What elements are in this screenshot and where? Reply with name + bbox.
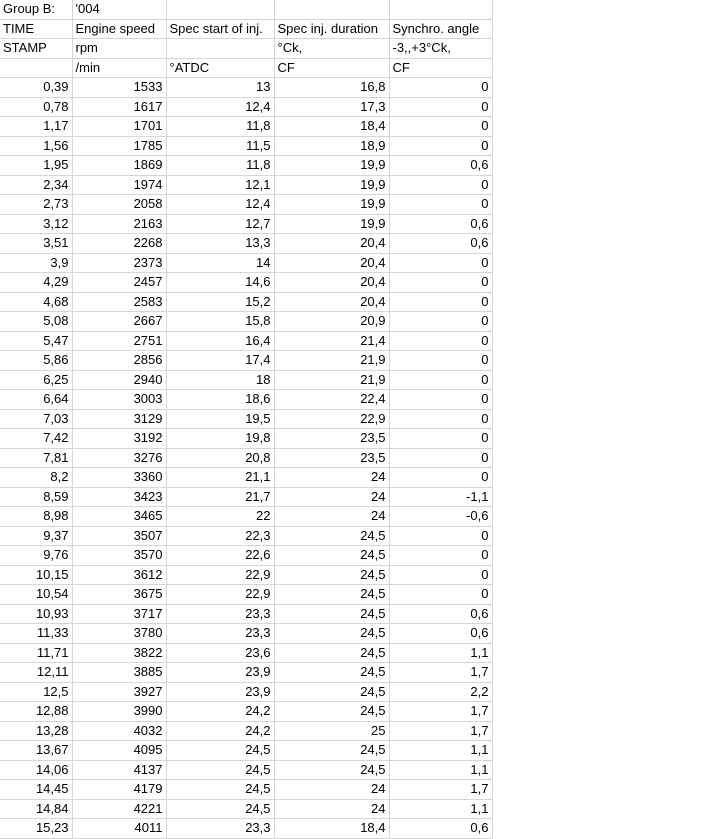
data-cell[interactable]: 3675 — [72, 585, 166, 605]
data-cell[interactable]: 13 — [166, 78, 274, 98]
data-cell[interactable]: 0 — [389, 409, 492, 429]
table-row — [0, 643, 492, 663]
data-cell[interactable]: 23,3 — [166, 624, 274, 644]
data-cell[interactable]: 2856 — [72, 351, 166, 371]
data-cell[interactable]: 24,5 — [166, 741, 274, 761]
data-cell[interactable]: 0 — [389, 331, 492, 351]
data-cell[interactable]: 0,6 — [389, 624, 492, 644]
data-cell[interactable]: 21,9 — [274, 351, 389, 371]
header-cell[interactable]: CF — [389, 58, 492, 78]
data-cell[interactable]: 2457 — [72, 273, 166, 293]
data-cell[interactable]: 3927 — [72, 682, 166, 702]
table-row — [0, 799, 492, 819]
data-cell[interactable]: 9,37 — [0, 526, 72, 546]
data-cell[interactable]: 0,39 — [0, 78, 72, 98]
data-cell[interactable]: 0 — [389, 253, 492, 273]
data-cell[interactable]: 0,6 — [389, 156, 492, 176]
header-cell[interactable]: '004 — [72, 0, 166, 19]
data-cell[interactable]: 1533 — [72, 78, 166, 98]
data-cell[interactable]: 1,1 — [389, 760, 492, 780]
data-cell[interactable]: 5,86 — [0, 351, 72, 371]
data-cell[interactable]: 3780 — [72, 624, 166, 644]
data-cell[interactable]: 7,03 — [0, 409, 72, 429]
data-cell[interactable]: 0 — [389, 468, 492, 488]
data-cell[interactable]: 2268 — [72, 234, 166, 254]
data-cell[interactable]: 3423 — [72, 487, 166, 507]
table-row — [0, 78, 492, 98]
table-row — [0, 819, 492, 839]
data-cell[interactable]: 24 — [274, 487, 389, 507]
header-cell[interactable]: Spec inj. duration — [274, 19, 389, 39]
data-cell[interactable]: 3360 — [72, 468, 166, 488]
data-cell[interactable]: 24 — [274, 780, 389, 800]
header-row — [0, 39, 492, 59]
data-cell[interactable]: 15,8 — [166, 312, 274, 332]
data-cell[interactable]: 0 — [389, 390, 492, 410]
data-cell[interactable]: 0 — [389, 117, 492, 137]
data-cell[interactable]: 17,3 — [274, 97, 389, 117]
data-cell[interactable]: 19,9 — [274, 214, 389, 234]
data-cell[interactable]: 1785 — [72, 136, 166, 156]
table-row — [0, 624, 492, 644]
data-cell[interactable]: 20,4 — [274, 234, 389, 254]
data-cell[interactable]: 1,1 — [389, 799, 492, 819]
data-cell[interactable]: 23,6 — [166, 643, 274, 663]
data-cell[interactable]: 20,4 — [274, 253, 389, 273]
header-cell[interactable]: Engine speed — [72, 19, 166, 39]
data-cell[interactable]: 3612 — [72, 565, 166, 585]
data-cell[interactable]: 12,88 — [0, 702, 72, 722]
table-row — [0, 760, 492, 780]
data-cell[interactable]: 4,29 — [0, 273, 72, 293]
data-cell[interactable]: 20,8 — [166, 448, 274, 468]
data-cell[interactable]: 2751 — [72, 331, 166, 351]
data-cell[interactable]: 23,5 — [274, 429, 389, 449]
header-cell[interactable]: °ATDC — [166, 58, 274, 78]
data-cell[interactable]: 18 — [166, 370, 274, 390]
data-cell[interactable]: 14,45 — [0, 780, 72, 800]
data-cell[interactable]: 3990 — [72, 702, 166, 722]
data-cell[interactable]: 23,9 — [166, 682, 274, 702]
table-row — [0, 780, 492, 800]
data-cell[interactable]: 4137 — [72, 760, 166, 780]
data-cell[interactable]: 4032 — [72, 721, 166, 741]
data-cell[interactable]: 1,17 — [0, 117, 72, 137]
data-cell[interactable]: 3717 — [72, 604, 166, 624]
data-cell[interactable]: 13,28 — [0, 721, 72, 741]
data-cell[interactable]: -0,6 — [389, 507, 492, 527]
header-cell[interactable] — [274, 0, 389, 19]
data-cell[interactable]: 22,3 — [166, 526, 274, 546]
data-cell[interactable]: 0 — [389, 195, 492, 215]
data-cell[interactable]: 19,5 — [166, 409, 274, 429]
data-cell[interactable]: 24,5 — [166, 760, 274, 780]
header-cell[interactable]: Group B: — [0, 0, 72, 19]
table-row — [0, 253, 492, 273]
data-cell[interactable]: 3276 — [72, 448, 166, 468]
data-cell[interactable]: 22,9 — [166, 585, 274, 605]
table-row — [0, 312, 492, 332]
data-cell[interactable]: 24,2 — [166, 702, 274, 722]
data-cell[interactable]: 2163 — [72, 214, 166, 234]
table-row — [0, 331, 492, 351]
data-cell[interactable]: 4095 — [72, 741, 166, 761]
data-cell[interactable]: 14,84 — [0, 799, 72, 819]
data-cell[interactable]: 1,56 — [0, 136, 72, 156]
data-cell[interactable]: 2,2 — [389, 682, 492, 702]
data-cell[interactable]: 24 — [274, 468, 389, 488]
data-cell[interactable]: 23,5 — [274, 448, 389, 468]
data-cell[interactable]: 7,81 — [0, 448, 72, 468]
table-row — [0, 721, 492, 741]
table-row — [0, 195, 492, 215]
data-cell[interactable]: 0,78 — [0, 97, 72, 117]
data-cell[interactable]: 24,5 — [274, 604, 389, 624]
data-cell[interactable]: 9,76 — [0, 546, 72, 566]
data-cell[interactable]: 1,1 — [389, 741, 492, 761]
data-cell[interactable]: 24,2 — [166, 721, 274, 741]
header-cell[interactable]: CF — [274, 58, 389, 78]
header-cell[interactable]: °Ck, — [274, 39, 389, 59]
table-row — [0, 663, 492, 683]
data-cell[interactable]: 15,2 — [166, 292, 274, 312]
data-cell[interactable]: 24,5 — [274, 643, 389, 663]
data-cell[interactable]: 3129 — [72, 409, 166, 429]
data-cell[interactable]: 13,3 — [166, 234, 274, 254]
header-row — [0, 19, 492, 39]
data-cell[interactable]: 0 — [389, 565, 492, 585]
table-row — [0, 97, 492, 117]
data-cell[interactable]: 12,5 — [0, 682, 72, 702]
data-cell[interactable]: 2,34 — [0, 175, 72, 195]
data-cell[interactable]: 1,95 — [0, 156, 72, 176]
data-cell[interactable]: -1,1 — [389, 487, 492, 507]
header-row — [0, 0, 492, 19]
data-cell[interactable]: 24 — [274, 799, 389, 819]
table-row — [0, 273, 492, 293]
data-cell[interactable]: 0 — [389, 292, 492, 312]
data-cell[interactable]: 24,5 — [274, 702, 389, 722]
data-cell[interactable]: 7,42 — [0, 429, 72, 449]
data-cell[interactable]: 0 — [389, 429, 492, 449]
data-cell[interactable]: 10,93 — [0, 604, 72, 624]
data-cell[interactable]: 2058 — [72, 195, 166, 215]
data-cell[interactable]: 0 — [389, 351, 492, 371]
data-cell[interactable]: 11,5 — [166, 136, 274, 156]
table-row — [0, 175, 492, 195]
data-cell[interactable]: 24,5 — [166, 799, 274, 819]
data-cell[interactable]: 1,1 — [389, 643, 492, 663]
header-cell[interactable]: rpm — [72, 39, 166, 59]
data-cell[interactable]: 4221 — [72, 799, 166, 819]
table-row — [0, 214, 492, 234]
data-cell[interactable]: 22,4 — [274, 390, 389, 410]
data-cell[interactable]: 0 — [389, 448, 492, 468]
data-cell[interactable]: 24,5 — [274, 741, 389, 761]
data-cell[interactable]: 0,6 — [389, 214, 492, 234]
data-cell[interactable]: 12,11 — [0, 663, 72, 683]
table-row — [0, 487, 492, 507]
data-cell[interactable]: 18,4 — [274, 117, 389, 137]
data-cell[interactable]: 3,12 — [0, 214, 72, 234]
data-cell[interactable]: 22,9 — [274, 409, 389, 429]
table-row — [0, 526, 492, 546]
table-row — [0, 429, 492, 449]
data-cell[interactable]: 11,8 — [166, 117, 274, 137]
header-cell[interactable]: Synchro. angle — [389, 19, 492, 39]
data-cell[interactable]: 1869 — [72, 156, 166, 176]
data-cell[interactable]: 3465 — [72, 507, 166, 527]
data-cell[interactable]: 1,7 — [389, 663, 492, 683]
table-row — [0, 351, 492, 371]
data-cell[interactable]: 0 — [389, 78, 492, 98]
data-cell[interactable]: 17,4 — [166, 351, 274, 371]
data-cell[interactable]: 24,5 — [274, 565, 389, 585]
data-cell[interactable]: 6,25 — [0, 370, 72, 390]
data-cell[interactable]: 12,1 — [166, 175, 274, 195]
table-row — [0, 448, 492, 468]
data-cell[interactable]: 0 — [389, 546, 492, 566]
table-row — [0, 136, 492, 156]
data-cell[interactable]: 22 — [166, 507, 274, 527]
data-cell[interactable]: 5,47 — [0, 331, 72, 351]
data-cell[interactable]: 3885 — [72, 663, 166, 683]
data-cell[interactable]: 16,4 — [166, 331, 274, 351]
data-cell[interactable]: 24,5 — [274, 546, 389, 566]
table-row — [0, 507, 492, 527]
data-cell[interactable]: 24,5 — [274, 760, 389, 780]
table-row — [0, 370, 492, 390]
data-cell[interactable]: 21,9 — [274, 370, 389, 390]
header-row — [0, 58, 492, 78]
data-cell[interactable]: 0,6 — [389, 234, 492, 254]
data-cell[interactable]: 25 — [274, 721, 389, 741]
header-cell[interactable]: STAMP — [0, 39, 72, 59]
data-cell[interactable]: 0 — [389, 370, 492, 390]
data-cell[interactable]: 21,1 — [166, 468, 274, 488]
data-cell[interactable]: 11,71 — [0, 643, 72, 663]
data-cell[interactable]: 18,9 — [274, 136, 389, 156]
data-cell[interactable]: 14,6 — [166, 273, 274, 293]
data-cell[interactable]: 2583 — [72, 292, 166, 312]
table-row — [0, 468, 492, 488]
table-row — [0, 585, 492, 605]
header-cell[interactable]: Spec start of inj. — [166, 19, 274, 39]
data-cell[interactable]: 14,06 — [0, 760, 72, 780]
data-cell[interactable]: 3003 — [72, 390, 166, 410]
header-cell[interactable]: TIME — [0, 19, 72, 39]
table-row — [0, 682, 492, 702]
data-cell[interactable]: 1701 — [72, 117, 166, 137]
table-row — [0, 565, 492, 585]
data-cell[interactable]: 0 — [389, 585, 492, 605]
data-cell[interactable]: 21,7 — [166, 487, 274, 507]
data-cell[interactable]: 19,8 — [166, 429, 274, 449]
data-cell[interactable]: 2,73 — [0, 195, 72, 215]
data-cell[interactable]: 18,6 — [166, 390, 274, 410]
data-cell[interactable]: 23,3 — [166, 604, 274, 624]
data-cell[interactable]: 3,51 — [0, 234, 72, 254]
table-row — [0, 117, 492, 137]
data-cell[interactable]: 22,9 — [166, 565, 274, 585]
data-cell[interactable]: 11,33 — [0, 624, 72, 644]
data-cell[interactable]: 18,4 — [274, 819, 389, 839]
data-cell[interactable]: 1,7 — [389, 780, 492, 800]
data-cell[interactable]: 20,4 — [274, 273, 389, 293]
header-cell[interactable]: /min — [72, 58, 166, 78]
data-cell[interactable]: 24,5 — [274, 526, 389, 546]
data-cell[interactable]: 20,4 — [274, 292, 389, 312]
data-cell[interactable]: 0,6 — [389, 819, 492, 839]
data-cell[interactable]: 6,64 — [0, 390, 72, 410]
data-cell[interactable]: 8,2 — [0, 468, 72, 488]
header-cell[interactable] — [166, 0, 274, 19]
data-cell[interactable]: 3822 — [72, 643, 166, 663]
data-cell[interactable]: 20,9 — [274, 312, 389, 332]
data-cell[interactable]: 24,5 — [166, 780, 274, 800]
data-cell[interactable]: 21,4 — [274, 331, 389, 351]
data-cell[interactable]: 3507 — [72, 526, 166, 546]
table-row — [0, 604, 492, 624]
data-cell[interactable]: 8,98 — [0, 507, 72, 527]
data-cell[interactable]: 2940 — [72, 370, 166, 390]
data-cell[interactable]: 11,8 — [166, 156, 274, 176]
data-cell[interactable]: 13,67 — [0, 741, 72, 761]
data-cell[interactable]: 23,3 — [166, 819, 274, 839]
data-cell[interactable]: 3570 — [72, 546, 166, 566]
data-cell[interactable]: 2373 — [72, 253, 166, 273]
data-cell[interactable]: 24 — [274, 507, 389, 527]
data-cell[interactable]: 14 — [166, 253, 274, 273]
header-cell[interactable] — [166, 39, 274, 59]
table-row — [0, 234, 492, 254]
table-row — [0, 156, 492, 176]
data-cell[interactable]: 1,7 — [389, 721, 492, 741]
data-cell[interactable]: 2667 — [72, 312, 166, 332]
table-row — [0, 741, 492, 761]
data-cell[interactable]: 1,7 — [389, 702, 492, 722]
data-cell[interactable]: 8,59 — [0, 487, 72, 507]
data-cell[interactable]: 10,15 — [0, 565, 72, 585]
data-cell[interactable]: 12,7 — [166, 214, 274, 234]
data-cell[interactable]: 24,5 — [274, 585, 389, 605]
table-row — [0, 546, 492, 566]
data-cell[interactable]: 12,4 — [166, 195, 274, 215]
table-row — [0, 702, 492, 722]
data-cell[interactable]: 0 — [389, 97, 492, 117]
data-cell[interactable]: 3,9 — [0, 253, 72, 273]
table-row — [0, 390, 492, 410]
data-cell[interactable]: 24,5 — [274, 682, 389, 702]
header-cell[interactable] — [0, 58, 72, 78]
table-row — [0, 409, 492, 429]
data-cell[interactable]: 4011 — [72, 819, 166, 839]
data-cell[interactable]: 15,23 — [0, 819, 72, 839]
data-cell[interactable]: 10,54 — [0, 585, 72, 605]
data-cell[interactable]: 0 — [389, 273, 492, 293]
data-cell[interactable]: 1617 — [72, 97, 166, 117]
data-cell[interactable]: 12,4 — [166, 97, 274, 117]
data-cell[interactable]: 0 — [389, 312, 492, 332]
data-cell[interactable]: 16,8 — [274, 78, 389, 98]
data-cell[interactable]: 19,9 — [274, 195, 389, 215]
data-cell[interactable]: 24,5 — [274, 624, 389, 644]
data-cell[interactable]: 24,5 — [274, 663, 389, 683]
data-cell[interactable]: 3192 — [72, 429, 166, 449]
data-cell[interactable]: 22,6 — [166, 546, 274, 566]
data-cell[interactable]: 0 — [389, 175, 492, 195]
header-cell[interactable]: -3,,+3°Ck, — [389, 39, 492, 59]
data-cell[interactable]: 19,9 — [274, 156, 389, 176]
data-cell[interactable]: 4179 — [72, 780, 166, 800]
data-cell[interactable]: 5,08 — [0, 312, 72, 332]
header-cell[interactable] — [389, 0, 492, 19]
data-cell[interactable]: 0 — [389, 526, 492, 546]
data-cell[interactable]: 0 — [389, 136, 492, 156]
data-cell[interactable]: 19,9 — [274, 175, 389, 195]
table-row — [0, 292, 492, 312]
data-cell[interactable]: 4,68 — [0, 292, 72, 312]
data-cell[interactable]: 0,6 — [389, 604, 492, 624]
data-cell[interactable]: 23,9 — [166, 663, 274, 683]
data-cell[interactable]: 1974 — [72, 175, 166, 195]
